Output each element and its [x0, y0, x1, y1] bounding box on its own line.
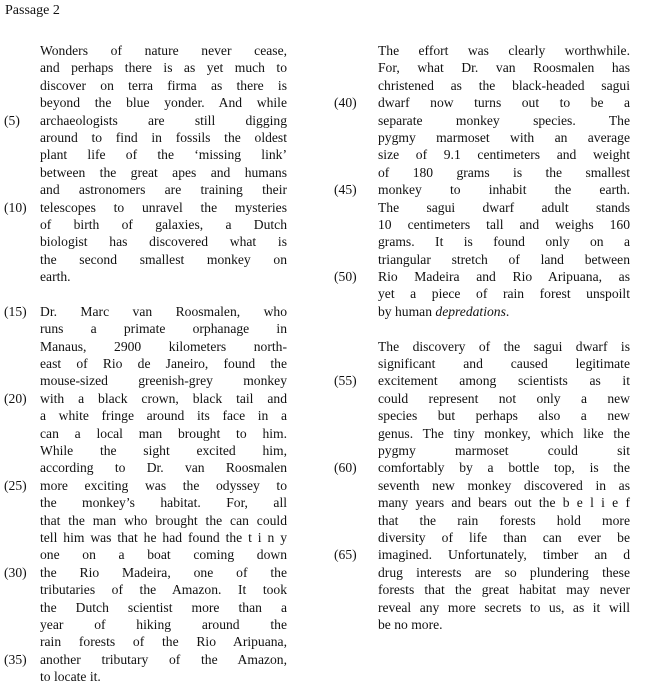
line-text: discover on terra firma as there is: [40, 77, 287, 93]
line-number: (50): [334, 269, 357, 285]
text-line: [0, 112, 300, 129]
line-text: Wonders of nature never cease,: [40, 43, 287, 58]
line-number: (60): [334, 460, 357, 476]
line-number: (65): [334, 547, 357, 563]
text-line: [0, 651, 300, 668]
line-text: grams. It is found only on a: [378, 234, 630, 250]
line-number: (40): [334, 95, 357, 111]
line-text: that the rain forests hold more: [378, 512, 630, 528]
line-text: of birth of galaxies, a Dutch: [40, 216, 287, 232]
text-line: [0, 59, 300, 76]
text-line: [334, 233, 634, 250]
text-line: [0, 338, 300, 355]
text-line: [334, 42, 634, 59]
text-line: [334, 616, 634, 633]
line-text: forests that the great habitat may never: [378, 582, 630, 598]
text-line: [334, 442, 634, 459]
line-text: Dr. Marc van Roosmalen, who: [40, 303, 287, 319]
line-text: yet a piece of rain forest unspoilt: [378, 286, 630, 302]
line-number: (20): [4, 390, 27, 406]
line-text: dwarf now turns out to be a: [378, 95, 630, 111]
text-line: [334, 268, 634, 285]
line-text: species but perhaps also a new: [378, 408, 630, 424]
line-text: pygmy marmoset with an average: [378, 129, 630, 145]
text-line: [0, 425, 300, 442]
line-text: genus. The tiny monkey, which like the: [378, 425, 630, 441]
text-line: [334, 94, 634, 111]
text-line: [0, 77, 300, 94]
line-text: The discovery of the sagui dwarf is: [378, 338, 630, 354]
line-text: between the great apes and humans: [40, 164, 287, 180]
text-line: [334, 529, 634, 546]
text-line: [0, 407, 300, 424]
text-line: [334, 181, 634, 198]
line-text: 10 centimeters tall and weighs 160: [378, 216, 630, 232]
line-text: the monkey’s habitat. For, all: [40, 495, 287, 511]
line-text: a white fringe around its face in a: [40, 408, 287, 424]
line-text: triangular stretch of land between: [378, 251, 630, 267]
line-text: Manaus, 2900 kilometers north-: [40, 338, 287, 354]
text-line: [0, 303, 300, 320]
line-text: drug interests are so plundering these: [378, 564, 630, 580]
emphasized-word: depredations: [435, 303, 506, 319]
line-number: (45): [334, 182, 357, 198]
text-line: [334, 59, 634, 76]
text-line: [334, 512, 634, 529]
line-text: rain forests of the Rio Aripuana,: [40, 634, 287, 650]
line-number: (15): [4, 303, 27, 319]
text-line: [0, 390, 300, 407]
text-line: [0, 42, 300, 59]
line-text: diversity of life than can ever be: [378, 529, 630, 545]
text-line: [0, 216, 300, 233]
line-number: (30): [4, 564, 27, 580]
line-text: that the man who brought the can could: [40, 512, 287, 528]
line-number: (35): [4, 651, 27, 667]
line-text: the Rio Madeira, one of the: [40, 564, 287, 580]
text-line: [334, 425, 634, 442]
line-text: and perhaps there is as yet much to: [40, 60, 287, 76]
text-line: [0, 233, 300, 250]
line-text: beyond the blue yonder. And while: [40, 95, 287, 111]
line-text: the Dutch scientist more than a: [40, 599, 287, 615]
line-text: biologist has discovered what is: [40, 234, 287, 250]
text-line: [0, 616, 300, 633]
text-line: [0, 442, 300, 459]
line-text: more exciting was the odyssey to: [40, 477, 287, 493]
text-line: [0, 129, 300, 146]
text-line: [0, 668, 300, 685]
text-line: [0, 529, 300, 546]
text-line: [0, 355, 300, 372]
line-text: could represent not only a new: [378, 390, 630, 406]
text-line: [0, 477, 300, 494]
left-column: [0, 42, 300, 685]
text-line: [0, 164, 300, 181]
line-text: around to find in fossils the oldest: [40, 129, 287, 145]
text-line: [0, 546, 300, 563]
line-text: year of hiking around the: [40, 616, 287, 632]
line-text: monkey to inhabit the earth.: [378, 182, 630, 198]
text-line: [334, 564, 634, 581]
line-text: of 180 grams is the smallest: [378, 164, 630, 180]
line-text: be no more.: [378, 616, 443, 632]
line-text: earth.: [40, 269, 71, 285]
text-line: [0, 494, 300, 511]
line-text: pygmy marmoset could sit: [378, 442, 630, 458]
line-text: imagined. Unfortunately, timber an d: [378, 547, 630, 563]
line-number: (5): [4, 112, 20, 128]
text-line: [0, 599, 300, 616]
line-text: mouse-sized greenish-grey monkey: [40, 373, 287, 389]
text-line: [334, 320, 634, 337]
text-line: [334, 112, 634, 129]
line-text: one on a boat coming down: [40, 547, 287, 563]
line-text: The effort was clearly worthwhile.: [378, 43, 630, 58]
text-line: [334, 285, 634, 302]
text-line: [334, 146, 634, 163]
line-text: the second smallest monkey on: [40, 251, 287, 267]
text-line: [334, 477, 634, 494]
text-line: [0, 459, 300, 476]
line-text: tributaries of the Amazon. It took: [40, 582, 287, 598]
line-text: seventh new monkey discovered in as: [378, 477, 630, 493]
text-line: [0, 251, 300, 268]
line-text: another tributary of the Amazon,: [40, 651, 287, 667]
line-number: (10): [4, 199, 27, 215]
text-line: [0, 372, 300, 389]
line-text: Rio Madeira and Rio Aripuana, as: [378, 269, 630, 285]
line-text: telescopes to unravel the mysteries: [40, 199, 287, 215]
text-line: [0, 268, 300, 285]
text-line: [334, 407, 634, 424]
line-text: can a local man brought to him.: [40, 425, 287, 441]
line-number: (25): [4, 477, 27, 493]
text-line: [334, 164, 634, 181]
text-line: [334, 129, 634, 146]
text-line: [334, 390, 634, 407]
line-text: tell him was that he had found the t i n y: [40, 529, 287, 545]
line-text: plant life of the ‘missing link’: [40, 147, 287, 163]
text-line: [334, 355, 634, 372]
text-line: [0, 512, 300, 529]
line-number: (55): [334, 373, 357, 389]
text-line: [0, 581, 300, 598]
text-line: [0, 320, 300, 337]
line-text: While the sight excited him,: [40, 442, 287, 458]
line-text: with a black crown, black tail and: [40, 390, 287, 406]
line-text: by human depredations.: [378, 303, 510, 319]
line-text: christened as the black-headed sagui: [378, 77, 630, 93]
line-text: and astronomers are training their: [40, 182, 287, 198]
text-line: [334, 199, 634, 216]
text-line: [334, 546, 634, 563]
text-line: [0, 285, 300, 302]
text-line: [334, 338, 634, 355]
text-line: [334, 494, 634, 511]
text-line: [0, 633, 300, 650]
text-line: [0, 94, 300, 111]
line-text: The sagui dwarf adult stands: [378, 199, 630, 215]
text-line: [334, 77, 634, 94]
line-text: comfortably by a bottle top, is the: [378, 460, 630, 476]
line-text: to locate it.: [40, 669, 101, 685]
line-text: significant and caused legitimate: [378, 356, 630, 372]
text-line: [334, 216, 634, 233]
text-line: [0, 181, 300, 198]
line-text: reveal any more secrets to us, as it will: [378, 599, 630, 615]
text-line: [0, 146, 300, 163]
line-text: runs a primate orphanage in: [40, 321, 287, 337]
line-text: separate monkey species. The: [378, 112, 630, 128]
line-text: excitement among scientists as it: [378, 373, 630, 389]
text-line: [334, 459, 634, 476]
text-line: [334, 251, 634, 268]
text-line: [0, 564, 300, 581]
text-line: [334, 303, 634, 320]
line-text: For, what Dr. van Roosmalen has: [378, 60, 630, 76]
line-text: size of 9.1 centimeters and weight: [378, 147, 630, 163]
text-line: [0, 199, 300, 216]
passage-title: Passage 2: [5, 3, 60, 18]
text-line: [334, 581, 634, 598]
line-text: east of Rio de Janeiro, found the: [40, 356, 287, 372]
text-line: [334, 599, 634, 616]
right-column: [334, 42, 634, 633]
line-text: archaeologists are still digging: [40, 112, 287, 128]
line-text: according to Dr. van Roosmalen: [40, 460, 287, 476]
text-line: [334, 372, 634, 389]
line-text: many years and bears out the b e l i e f: [378, 495, 630, 511]
